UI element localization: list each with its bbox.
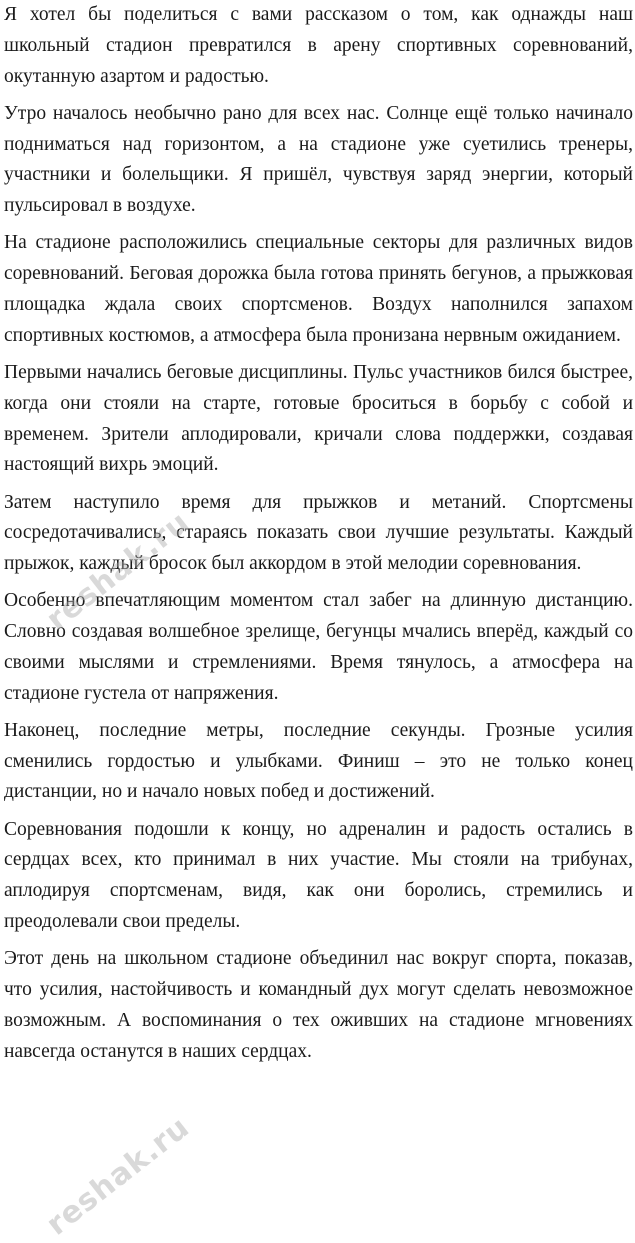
watermark-logo-1: reshak.ru bbox=[40, 504, 197, 638]
paragraph-7: Наконец, последние метры, последние секунды. Грозные усилия сменились гордостью и улыбками. Финиш – это не только конец дистанции, но и начало новых побед и достижений. bbox=[4, 719, 633, 803]
paragraph-6: Особенно впечатляющим моментом стал забег на длинную дистанцию. Словно создавая волшебное зрелище, бегунцы мчались вперёд, каждый со своими мыслями и стремлениями. Время тянулось, а атмосфера на стадионе густела от напряжения. bbox=[4, 590, 633, 704]
paragraph-8: Соревнования подошли к концу, но адреналин и радость остались в сердцах всех, кто принимал в них участие. Мы стояли на трибунах, аплодируя спортсменам, видя, как они боролись, стремились и преодолевали свои пределы. bbox=[4, 818, 633, 933]
paragraph-3: На стадионе расположились специальные секторы для различных видов соревнований. Беговая дорожка была готова принять бегунов, а прыжковая площадка ждала своих спортсменов. Воздух наполнился запахом спортивных костюмов, а атмосфера была пронизана нервным ожиданием. bbox=[4, 232, 633, 346]
essay-document bbox=[4, 0, 633, 1074]
paragraph-4: Первыми начались беговые дисциплины. Пульс участников бился быстрее, когда они стояли на старте, готовые броситься в борьбу с собой и временем. Зрители аплодировали, кричали слова поддержки, создавая настоящий вихрь эмоций. bbox=[4, 361, 633, 476]
paragraph-9: Этот день на школьном стадионе объединил нас вокруг спорта, показав, что усилия, настойчивость и командный дух могут сделать невозможное возможным. А воспоминания о тех оживших на стадионе мгновениях навсегда останутся в наших сердцах. bbox=[4, 948, 633, 1062]
watermark-logo-2: reshak.ru bbox=[40, 1109, 197, 1243]
paragraph-2: Утро началось необычно рано для всех нас. Солнце ещё только начинало подниматься над горизонтом, а на стадионе уже суетились тренеры, участники и болельщики. Я пришёл, чувствуя заряд энергии, который пульсировал в воздухе. bbox=[4, 102, 633, 217]
paragraph-5: Затем наступило время для прыжков и метаний. Спортсмены сосредотачивались, стараясь показать свои лучшие результаты. Каждый прыжок, каждый бросок был аккордом в этой мелодии соревнования. bbox=[4, 491, 633, 575]
paragraph-1: Я хотел бы поделиться с вами рассказом о том, как однажды наш школьный стадион превратился в арену спортивных соревнований, окутанную азартом и радостью. bbox=[4, 4, 633, 87]
